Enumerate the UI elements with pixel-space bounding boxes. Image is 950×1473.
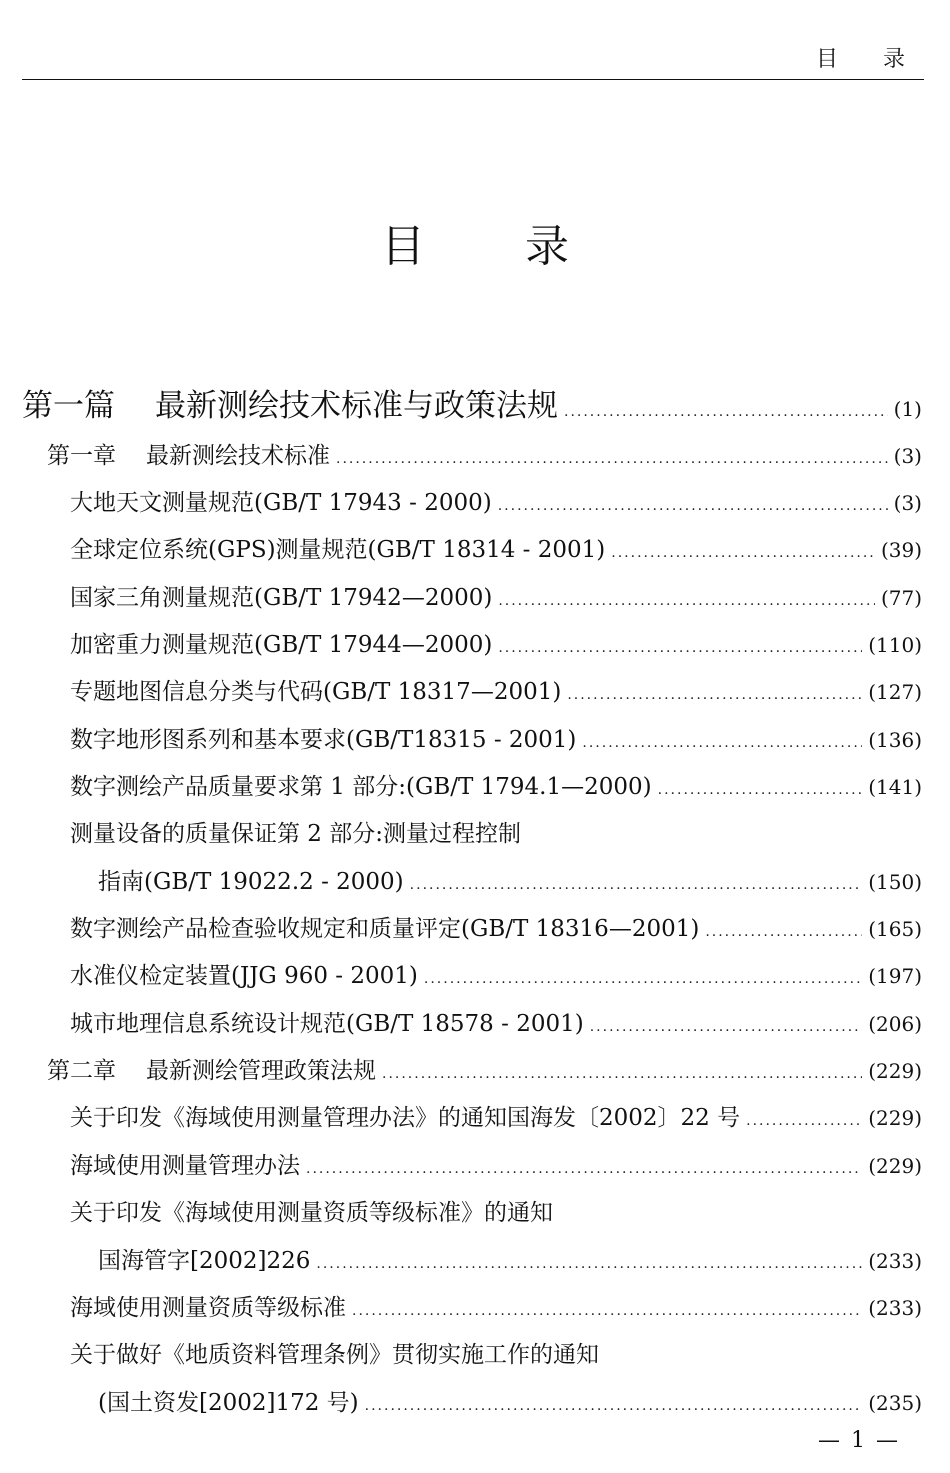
dot-leader bbox=[424, 971, 862, 987]
toc-page-number: (229) bbox=[868, 1059, 922, 1083]
toc-page-number: (197) bbox=[868, 964, 922, 988]
toc-chapter-label: 第一章 最新测绘技术标准 bbox=[47, 443, 330, 469]
toc-item[interactable] bbox=[70, 768, 922, 801]
toc-page-number: (1) bbox=[893, 397, 922, 421]
toc-item-label: 国海管字[2002]226 bbox=[98, 1248, 311, 1274]
toc-page-number: (77) bbox=[880, 586, 922, 610]
toc-item[interactable] bbox=[98, 1384, 922, 1417]
toc-page-number: (165) bbox=[868, 917, 922, 941]
toc-chapter-1[interactable] bbox=[47, 437, 922, 470]
toc-item-wrapped-line[interactable]: 测量设备的质量保证第 2 部分:测量过程控制 bbox=[70, 821, 522, 847]
running-head-b: 录 bbox=[882, 47, 906, 72]
toc-item[interactable] bbox=[70, 1099, 922, 1132]
dot-leader bbox=[611, 545, 875, 561]
running-head bbox=[816, 42, 906, 73]
toc-page-number: (3) bbox=[893, 444, 922, 468]
dot-leader bbox=[705, 924, 862, 940]
toc-item[interactable] bbox=[70, 910, 922, 943]
toc-item-label: 水准仪检定装置(JJG 960 - 2001) bbox=[70, 963, 418, 989]
toc-page-number: (141) bbox=[868, 775, 922, 799]
toc-item[interactable] bbox=[70, 531, 922, 564]
toc-item-label: 加密重力测量规范(GB/T 17944—2000) bbox=[70, 632, 493, 658]
dot-leader bbox=[365, 1398, 863, 1414]
toc-page-number: (3) bbox=[893, 491, 922, 515]
toc-chapter-2[interactable] bbox=[47, 1052, 922, 1085]
dot-leader bbox=[306, 1161, 862, 1177]
toc-item-label: 数字地形图系列和基本要求(GB/T18315 - 2001) bbox=[70, 727, 577, 753]
toc-page-number: (150) bbox=[868, 870, 922, 894]
toc-item[interactable] bbox=[70, 579, 922, 612]
header-rule bbox=[22, 79, 924, 80]
page-number-footer: — 1 — bbox=[818, 1428, 900, 1453]
dot-leader bbox=[382, 1066, 862, 1082]
dot-leader bbox=[410, 877, 863, 893]
toc-item[interactable] bbox=[70, 721, 922, 754]
toc-page-number: (206) bbox=[868, 1012, 922, 1036]
toc-item-label: (国土资发[2002]172 号) bbox=[98, 1390, 359, 1416]
toc-page-number: (136) bbox=[868, 728, 922, 752]
toc-item-label: 关于印发《海域使用测量管理办法》的通知国海发〔2002〕22 号 bbox=[70, 1105, 741, 1131]
toc-item[interactable] bbox=[70, 1005, 922, 1038]
toc-item[interactable] bbox=[70, 1147, 922, 1180]
dot-leader bbox=[498, 498, 888, 514]
toc-item[interactable] bbox=[70, 957, 922, 990]
toc-item-label: 数字测绘产品检查验收规定和质量评定(GB/T 18316—2001) bbox=[70, 916, 700, 942]
toc-item-label: 全球定位系统(GPS)测量规范(GB/T 18314 - 2001) bbox=[70, 537, 606, 563]
page-title-a: 目 bbox=[381, 221, 425, 272]
toc-item-label: 指南(GB/T 19022.2 - 2000) bbox=[98, 869, 404, 895]
toc-item-label: 专题地图信息分类与代码(GB/T 18317—2001) bbox=[70, 679, 562, 705]
toc-item-label: 海域使用测量资质等级标准 bbox=[70, 1295, 346, 1321]
running-head-a: 目 bbox=[815, 47, 839, 72]
page-title bbox=[0, 210, 950, 274]
toc-item-wrapped-line[interactable]: 关于做好《地质资料管理条例》贯彻实施工作的通知 bbox=[70, 1342, 599, 1368]
toc-part-label: 第一篇 最新测绘技术标准与政策法规 bbox=[22, 388, 558, 424]
toc-item[interactable] bbox=[70, 673, 922, 706]
dot-leader bbox=[746, 1113, 862, 1129]
toc-page-number: (127) bbox=[868, 680, 922, 704]
toc-page-number: (229) bbox=[868, 1154, 922, 1178]
dot-leader bbox=[352, 1303, 862, 1319]
toc-item[interactable] bbox=[98, 1242, 922, 1275]
toc-item-label: 城市地理信息系统设计规范(GB/T 18578 - 2001) bbox=[70, 1011, 584, 1037]
dot-leader bbox=[336, 451, 888, 467]
toc-item-label: 数字测绘产品质量要求第 1 部分:(GB/T 1794.1—2000) bbox=[70, 774, 652, 800]
toc-page-number: (39) bbox=[880, 538, 922, 562]
toc-item-label: 国家三角测量规范(GB/T 17942—2000) bbox=[70, 585, 493, 611]
dot-leader bbox=[498, 640, 862, 656]
toc-item[interactable] bbox=[70, 1289, 922, 1322]
toc-item-label: 海域使用测量管理办法 bbox=[70, 1153, 300, 1179]
toc-page-number: (235) bbox=[868, 1391, 922, 1415]
dot-leader bbox=[316, 1256, 862, 1272]
toc-item-label: 大地天文测量规范(GB/T 17943 - 2000) bbox=[70, 490, 492, 516]
toc-item[interactable] bbox=[70, 484, 922, 517]
toc-item[interactable] bbox=[98, 863, 922, 896]
toc-page-number: (110) bbox=[868, 633, 922, 657]
dot-leader bbox=[567, 687, 862, 703]
dot-leader bbox=[582, 735, 862, 751]
toc-item-wrapped-line[interactable]: 关于印发《海域使用测量资质等级标准》的通知 bbox=[70, 1200, 553, 1226]
toc-page-number: (229) bbox=[868, 1106, 922, 1130]
toc-page-number: (233) bbox=[868, 1249, 922, 1273]
toc-item[interactable] bbox=[70, 626, 922, 659]
toc-part-1[interactable] bbox=[22, 380, 922, 425]
dot-leader bbox=[658, 782, 863, 798]
toc-page-number: (233) bbox=[868, 1296, 922, 1320]
dot-leader bbox=[498, 593, 875, 609]
page-title-b: 录 bbox=[525, 221, 569, 272]
toc-chapter-label: 第二章 最新测绘管理政策法规 bbox=[47, 1058, 376, 1084]
dot-leader bbox=[590, 1019, 863, 1035]
dot-leader bbox=[564, 404, 888, 420]
